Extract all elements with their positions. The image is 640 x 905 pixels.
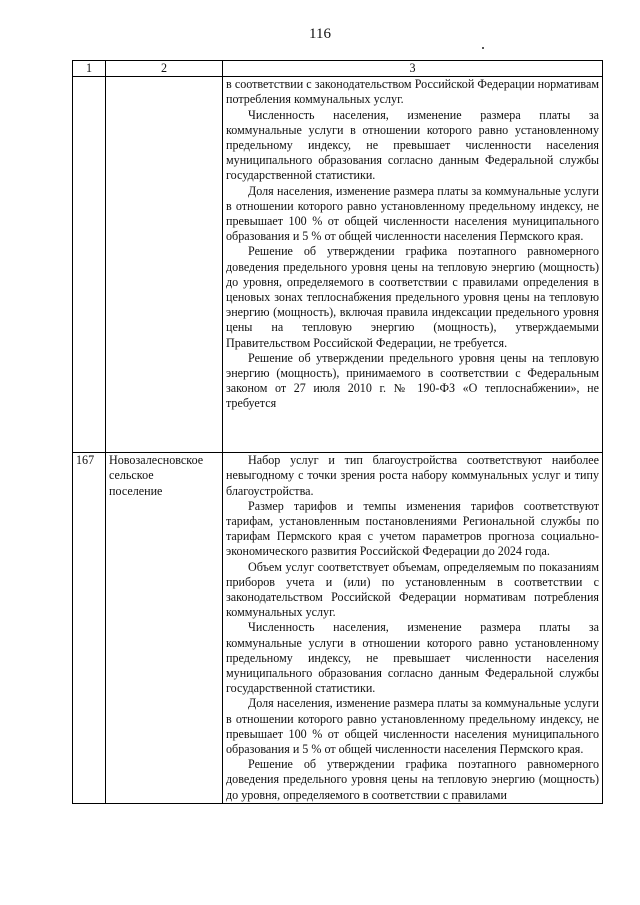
conditions-cell (223, 77, 603, 453)
condition-paragraph: Размер тарифов и темпы изменения тарифов соответствуют тарифам, установленным постановлениями Региональной службы по тарифам Пермского края с учетом параметров прогноза социально-экономического развития Российской Федерации до 2024 года. (226, 498, 599, 559)
table-header-row (73, 61, 603, 77)
condition-paragraph: в соответствии с законодательством Российской Федерации нормативам потребления коммунальных услуг. (226, 77, 599, 107)
row-number-cell (73, 77, 106, 453)
document-table (72, 60, 603, 804)
column-header-3: 3 (223, 61, 603, 77)
row-number-cell: 167 (73, 453, 106, 804)
condition-paragraph: Численность населения, изменение размера платы за коммунальные услуги в отношении которого равно установленному предельному индексу, не превышает численности населения муниципального образования согласно данным Федеральной службы государственной статистики. (226, 620, 599, 696)
condition-paragraph: Объем услуг соответствует объемам, определяемым по показаниям приборов учета и (или) по установленным в соответствии с законодательством Российской Федерации нормативам потребления коммунальных услуг. (226, 559, 599, 620)
table-row (73, 77, 603, 453)
condition-paragraph: Доля населения, изменение размера платы за коммунальные услуги в отношении которого равно установленному предельному индексу, не превышает 100 % от общей численности населения муниципального образования и 5 % от общей численности населения Пермского края. (226, 183, 599, 244)
condition-paragraph: Решение об утверждении графика поэтапного равномерного доведения предельного уровня цены на тепловую энергию (мощность) до уровня, определяемого в соответствии с правилами определения в ценовых зонах теплоснабжения предельного уровня цены на тепловую энергию (мощность), включая правила индексации предельного уровня цены на тепловую энергию (мощность), утверждаемыми Правительством Российской Федерации, не требуется. (226, 244, 599, 350)
settlement-name-cell (106, 453, 223, 804)
condition-paragraph: Решение об утверждении графика поэтапного равномерного доведения предельного уровня цены на тепловую энергию (мощность) до уровня, определяемого в соответствии с правилами (226, 757, 599, 802)
scan-dot (482, 47, 484, 49)
settlement-name-cell (106, 77, 223, 453)
settlement-name-line: поселение (109, 483, 163, 498)
condition-paragraph: Доля населения, изменение размера платы за коммунальные услуги в отношении которого равно установленному предельному индексу, не превышает 100 % от общей численности населения муниципального образования и 5 % от общей численности населения Пермского края. (226, 696, 599, 757)
column-header-2: 2 (106, 61, 223, 77)
settlement-name-line: сельское (109, 468, 154, 483)
column-header-1: 1 (73, 61, 106, 77)
page-number: 116 (309, 26, 331, 42)
condition-paragraph: Решение об утверждении предельного уровня цены на тепловую энергию (мощность), принимаемого в соответствии с Федеральным законом от 27 июля 2010 г. № 190-ФЗ «О теплоснабжении», не требуется (226, 350, 599, 411)
conditions-cell (223, 453, 603, 804)
table-row (73, 453, 603, 804)
settlement-name-line: Новозалесновское (109, 453, 204, 468)
condition-paragraph: Набор услуг и тип благоустройства соответствуют наиболее невыгодному с точки зрения роста набору коммунальных услуг и типу благоустройства. (226, 453, 599, 498)
condition-paragraph: Численность населения, изменение размера платы за коммунальные услуги в отношении которого равно установленному предельному индексу, не превышает численности населения муниципального образования согласно данным Федеральной службы государственной статистики. (226, 107, 599, 183)
